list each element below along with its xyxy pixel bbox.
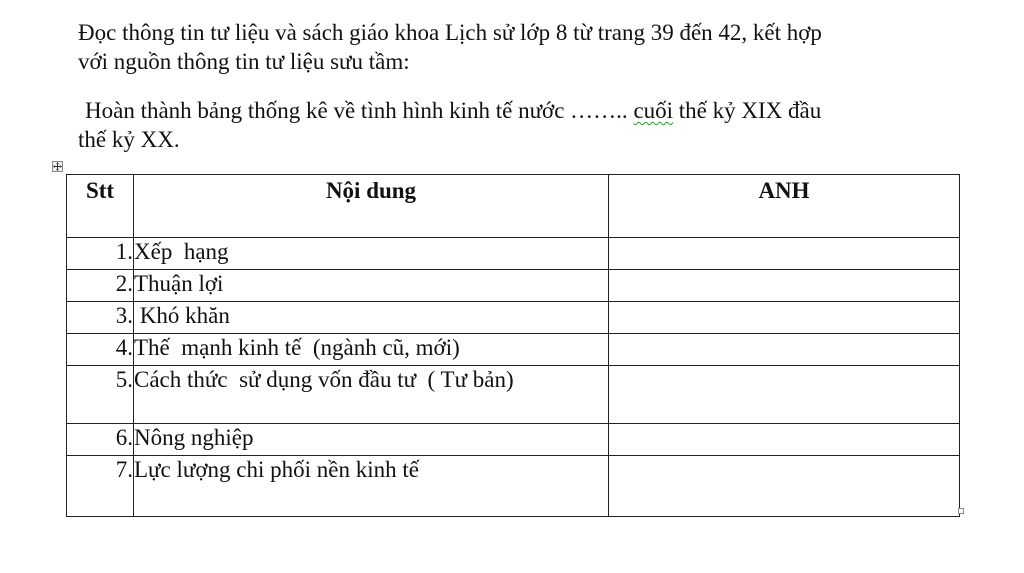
row-value-cell[interactable]	[609, 270, 960, 302]
task-line-2: thế kỷ XX.	[78, 127, 180, 152]
task-paragraph	[78, 96, 821, 154]
row-value-cell[interactable]	[609, 238, 960, 270]
row-number: 5.	[67, 366, 134, 424]
row-value-cell[interactable]	[609, 456, 960, 517]
row-number: 6.	[67, 424, 134, 456]
row-number: 1.	[67, 238, 134, 270]
table-row	[67, 302, 960, 334]
header-stt: Stt	[67, 175, 134, 238]
move-arrows-icon	[53, 162, 62, 171]
row-content: Cách thức sử dụng vốn đầu tư ( Tư bản)	[134, 366, 609, 424]
row-number: 7.	[67, 456, 134, 517]
row-number: 3.	[67, 302, 134, 334]
task-line-1-start: Hoàn thành bảng thống kê về tình hình kinh tế nước ……..	[85, 98, 634, 123]
table-header-row	[67, 175, 960, 238]
instruction-line-2: với nguồn thông tin tư liệu sưu tầm:	[78, 49, 410, 74]
table-resize-handle-icon[interactable]	[958, 508, 964, 514]
row-number: 2.	[67, 270, 134, 302]
table-move-handle-icon[interactable]	[52, 161, 63, 172]
row-number: 4.	[67, 334, 134, 366]
row-content: Xếp hạng	[134, 238, 609, 270]
table-row	[67, 334, 960, 366]
row-value-cell[interactable]	[609, 302, 960, 334]
row-content: Thế mạnh kinh tế (ngành cũ, mới)	[134, 334, 609, 366]
instruction-line-1: Đọc thông tin tư liệu và sách giáo khoa Lịch sử lớp 8 từ trang 39 đến 42, kết hợp	[78, 20, 822, 45]
table-row	[67, 238, 960, 270]
task-line-1	[78, 96, 821, 125]
table-row	[67, 456, 960, 517]
row-content: Lực lượng chi phối nền kinh tế	[134, 456, 609, 517]
row-value-cell[interactable]	[609, 334, 960, 366]
header-country: ANH	[609, 175, 960, 238]
instruction-paragraph	[78, 18, 822, 76]
table-row	[67, 424, 960, 456]
row-content: Khó khăn	[134, 302, 609, 334]
task-line-1-end: thế kỷ XIX đầu	[673, 98, 822, 123]
table-row	[67, 270, 960, 302]
row-value-cell[interactable]	[609, 366, 960, 424]
row-value-cell[interactable]	[609, 424, 960, 456]
economy-statistics-table	[66, 174, 960, 517]
table-row	[67, 366, 960, 424]
header-content: Nội dung	[134, 175, 609, 238]
row-content: Thuận lợi	[134, 270, 609, 302]
spellcheck-marked-word[interactable]: cuối	[633, 98, 674, 123]
row-content: Nông nghiệp	[134, 424, 609, 456]
